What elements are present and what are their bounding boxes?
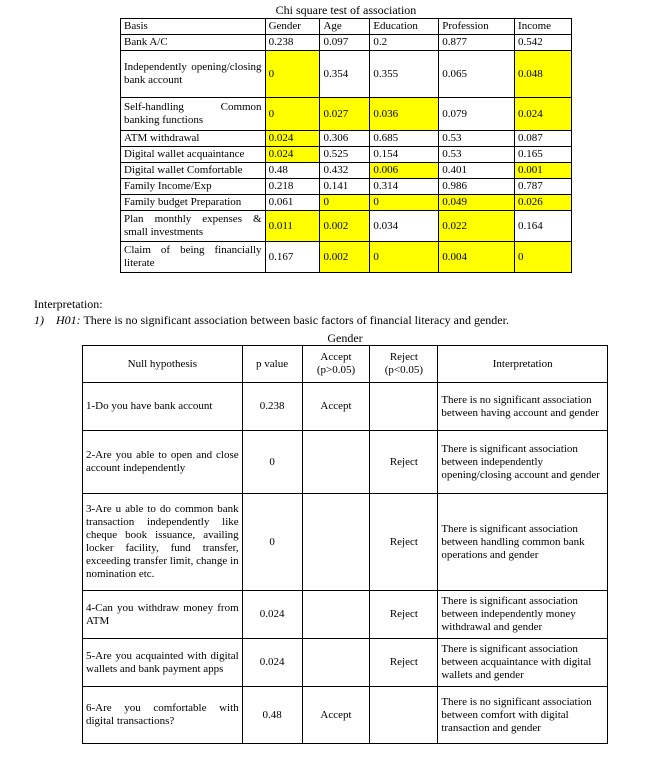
- p-cell: 0.48: [265, 163, 320, 179]
- p-cell: 0.877: [439, 35, 515, 51]
- p-cell: 0.026: [515, 195, 572, 211]
- p-cell: 0.218: [265, 179, 320, 195]
- p-cell: 0.065: [439, 51, 515, 98]
- gender-header-row: [83, 346, 608, 383]
- header-reject-condition: (p<0.05): [384, 364, 424, 376]
- hypothesis-label: H01:: [56, 313, 81, 327]
- table-row: [83, 687, 608, 744]
- question-cell: 4-Can you withdraw money from ATM: [83, 591, 243, 639]
- header-p-value: p value: [242, 346, 302, 383]
- p-cell: 0.525: [320, 147, 370, 163]
- accept-cell: [302, 591, 370, 639]
- accept-cell: [302, 431, 370, 494]
- p-cell: 0.097: [320, 35, 370, 51]
- chi-row: [121, 131, 572, 147]
- header-reject: [370, 346, 438, 383]
- header-profession: Profession: [439, 19, 515, 35]
- p-cell: 0.079: [439, 98, 515, 131]
- p-cell: 0.061: [265, 195, 320, 211]
- table-row: [83, 591, 608, 639]
- basis-cell: ATM withdrawal: [121, 131, 266, 147]
- accept-cell: [302, 494, 370, 591]
- chi-row: [121, 195, 572, 211]
- p-cell: 0.401: [439, 163, 515, 179]
- interpretation-cell: There is significant association between independently opening/closing account and gender: [438, 431, 608, 494]
- p-cell: 0.787: [515, 179, 572, 195]
- header-education: Education: [370, 19, 439, 35]
- p-cell: 0.154: [370, 147, 439, 163]
- p-value-cell: 0: [242, 431, 302, 494]
- chi-row: [121, 147, 572, 163]
- accept-cell: Accept: [302, 687, 370, 744]
- p-value-cell: 0.024: [242, 591, 302, 639]
- p-cell: 0.011: [265, 211, 320, 242]
- table-row: [83, 639, 608, 687]
- p-cell: 0.004: [439, 242, 515, 273]
- reject-cell: Reject: [370, 494, 438, 591]
- interpretation-cell: There is significant association between acquaintance with digital wallets and gender: [438, 639, 608, 687]
- p-cell: 0.2: [370, 35, 439, 51]
- p-cell: 0.024: [515, 98, 572, 131]
- p-cell: 0.238: [265, 35, 320, 51]
- p-cell: 0.165: [515, 147, 572, 163]
- p-cell: 0.167: [265, 242, 320, 273]
- p-cell: 0.024: [265, 147, 320, 163]
- question-cell: 6-Are you comfortable with digital transactions?: [83, 687, 243, 744]
- header-null-hypothesis: Null hypothesis: [83, 346, 243, 383]
- interpretation-cell: There is significant association between independently money withdrawal and gender: [438, 591, 608, 639]
- header-accept: [302, 346, 370, 383]
- reject-cell: [370, 687, 438, 744]
- accept-cell: Accept: [302, 383, 370, 431]
- p-cell: 0: [370, 242, 439, 273]
- p-value-cell: 0: [242, 494, 302, 591]
- chi-row: [121, 242, 572, 273]
- p-cell: 0.024: [265, 131, 320, 147]
- hypothesis-text: There is no significant association between basic factors of financial literacy and gender.: [80, 313, 509, 327]
- p-cell: 0.002: [320, 242, 370, 273]
- chi-row: [121, 211, 572, 242]
- chi-row: [121, 98, 572, 131]
- p-cell: 0.432: [320, 163, 370, 179]
- reject-cell: Reject: [370, 591, 438, 639]
- p-cell: 0: [320, 195, 370, 211]
- accept-cell: [302, 639, 370, 687]
- chi-row: [121, 163, 572, 179]
- header-age: Age: [320, 19, 370, 35]
- chi-row: [121, 179, 572, 195]
- basis-cell: Family Income/Exp: [121, 179, 266, 195]
- p-cell: 0.027: [320, 98, 370, 131]
- header-accept-label: Accept: [320, 351, 352, 363]
- p-value-cell: 0.238: [242, 383, 302, 431]
- p-cell: 0.354: [320, 51, 370, 98]
- p-cell: 0: [265, 51, 320, 98]
- basis-cell: Plan monthly expenses & small investments: [121, 211, 266, 242]
- chi-header-row: [121, 19, 572, 35]
- p-cell: 0.034: [370, 211, 439, 242]
- interpretation-cell: There is no significant association between having account and gender: [438, 383, 608, 431]
- header-gender: Gender: [265, 19, 320, 35]
- header-accept-condition: (p>0.05): [316, 364, 356, 376]
- p-cell: 0.001: [515, 163, 572, 179]
- p-cell: 0.049: [439, 195, 515, 211]
- p-cell: 0.048: [515, 51, 572, 98]
- p-cell: 0.53: [439, 147, 515, 163]
- p-cell: 0.355: [370, 51, 439, 98]
- interpretation-heading: Interpretation:: [34, 297, 103, 311]
- hypothesis-number: 1): [34, 313, 44, 327]
- p-cell: 0.314: [370, 179, 439, 195]
- p-cell: 0: [265, 98, 320, 131]
- p-cell: 0.141: [320, 179, 370, 195]
- p-cell: 0: [515, 242, 572, 273]
- reject-cell: Reject: [370, 639, 438, 687]
- p-cell: 0.685: [370, 131, 439, 147]
- question-cell: 3-Are u able to do common bank transaction independently like cheque book issuance, availing locker facility, fund transfer, exceeding transfer limit, change in nomination etc.: [83, 494, 243, 591]
- basis-cell: Independently opening/closing bank account: [121, 51, 266, 98]
- basis-cell: Bank A/C: [121, 35, 266, 51]
- table-row: [83, 383, 608, 431]
- basis-cell: Self-handling Common banking functions: [121, 98, 266, 131]
- header-interpretation: Interpretation: [438, 346, 608, 383]
- p-cell: 0.022: [439, 211, 515, 242]
- chi-row: [121, 51, 572, 98]
- p-cell: 0.306: [320, 131, 370, 147]
- p-cell: 0.006: [370, 163, 439, 179]
- table-row: [83, 431, 608, 494]
- gender-table: [82, 345, 608, 744]
- p-cell: 0.036: [370, 98, 439, 131]
- chi-table-title: Chi square test of association: [275, 3, 417, 17]
- interpretation-cell: There is no significant association between comfort with digital transaction and gender: [438, 687, 608, 744]
- interpretation-cell: There is significant association between handling common bank operations and gender: [438, 494, 608, 591]
- basis-cell: Family budget Preparation: [121, 195, 266, 211]
- p-cell: 0: [370, 195, 439, 211]
- table-row: [83, 494, 608, 591]
- reject-cell: [370, 383, 438, 431]
- p-value-cell: 0.024: [242, 639, 302, 687]
- chi-row: [121, 35, 572, 51]
- header-income: Income: [515, 19, 572, 35]
- p-cell: 0.087: [515, 131, 572, 147]
- question-cell: 2-Are you able to open and close account independently: [83, 431, 243, 494]
- p-cell: 0.53: [439, 131, 515, 147]
- basis-cell: Claim of being financially literate: [121, 242, 266, 273]
- header-reject-label: Reject: [389, 351, 418, 363]
- p-cell: 0.986: [439, 179, 515, 195]
- chi-square-table: [120, 18, 572, 273]
- question-cell: 5-Are you acquainted with digital wallets and bank payment apps: [83, 639, 243, 687]
- question-cell: 1-Do you have bank account: [83, 383, 243, 431]
- p-cell: 0.542: [515, 35, 572, 51]
- p-value-cell: 0.48: [242, 687, 302, 744]
- basis-cell: Digital wallet acquaintance: [121, 147, 266, 163]
- basis-cell: Digital wallet Comfortable: [121, 163, 266, 179]
- header-basis: Basis: [121, 19, 266, 35]
- gender-table-title: Gender: [327, 331, 363, 345]
- p-cell: 0.164: [515, 211, 572, 242]
- hypothesis-line: [34, 313, 509, 328]
- p-cell: 0.002: [320, 211, 370, 242]
- reject-cell: Reject: [370, 431, 438, 494]
